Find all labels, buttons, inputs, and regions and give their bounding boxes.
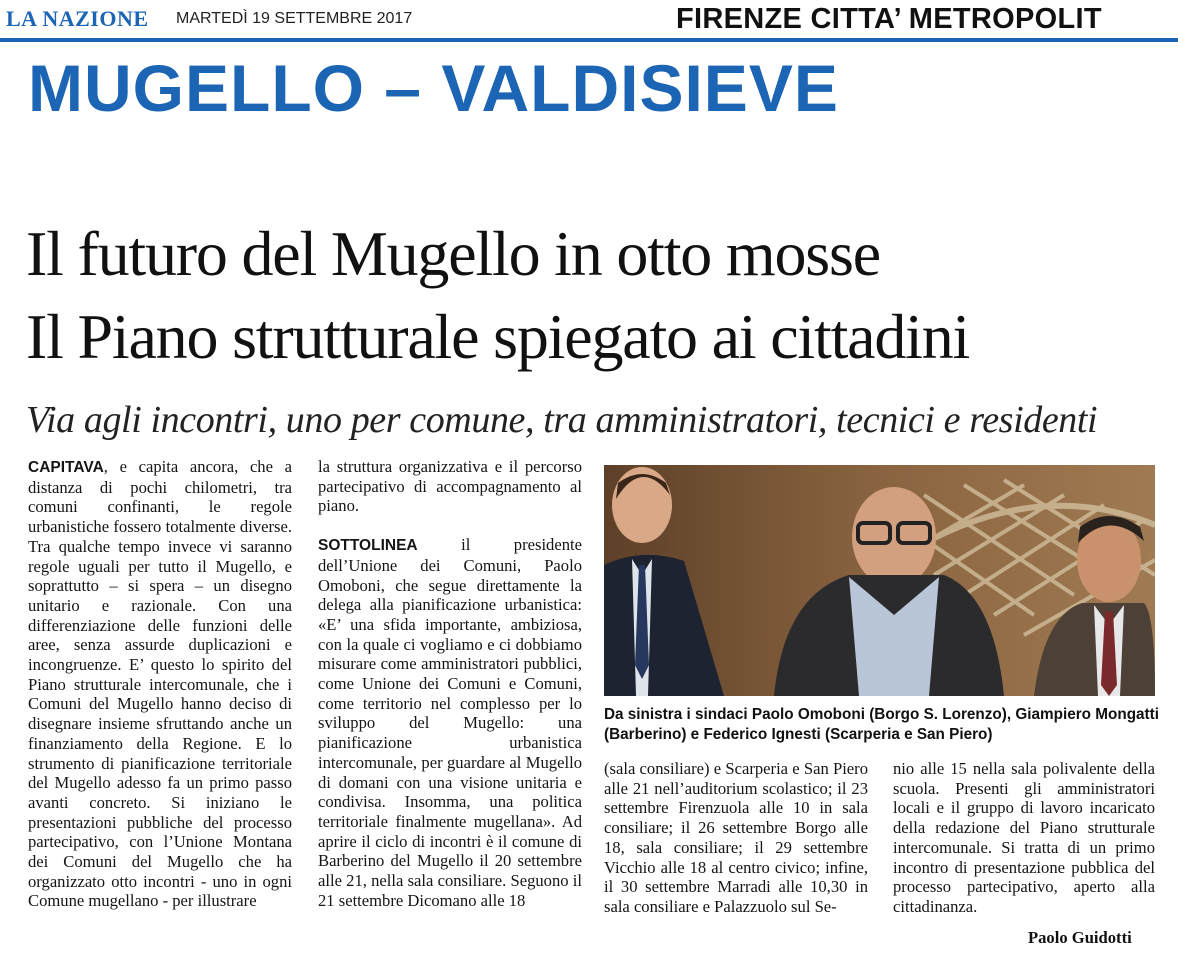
photo-illustration — [604, 465, 1155, 696]
masthead-logo: LA NAZIONE — [6, 6, 149, 31]
column-2-intro: la struttura organizzativa e il percorso partecipativo di accompagnamento al piano. — [318, 457, 582, 516]
column-1-text: , e capita ancora, che a distanza di pochi chilometri, tra comuni confinanti, le regole urbanistiche fossero totalmente diverse. Tra qualche tempo invece vi saranno regole uguali per tutto il Mugello, e soprattutto – si spera – un disegno unitario e razionale. Con una differenziazione delle funzioni delle aree, senza assurde duplicazioni e incongruenze. E’ questo lo spirito del Piano strutturale intercomunale, che i Comuni del Mugello hanno deciso di disegnare insieme sfruttando anche un finanziamento della Regione. E lo strumento di pianificazione territoriale del Mugello adesso fa un primo passo avanti concreto. Si iniziano le presentazioni pubbliche del processo partecipativo, con l’Unione Montana dei Comuni del Mugello che ha organizzato otto incontri - uno in ogni Comune mugellano - per illustrare — [28, 457, 292, 911]
header-rule — [0, 38, 1178, 42]
headline-line-2: Il Piano strutturale spiegato ai cittadini — [26, 301, 970, 372]
article-column-1 — [28, 457, 292, 911]
column-2-text: il presidente dell’Unione dei Comuni, Paolo Omoboni, che segue direttamente la delega alla pianificazione urbanistica: «E’ una sfida importante, ambiziosa, con la quale ci vogliamo e ci dobbiamo misurare come amministratori pubblici, come Unione dei Comuni e Comuni, come territorio nel complesso per lo sviluppo del Mugello: una pianificazione urbanistica intercomunale, per guardare al Mugello di domani con una visione unitaria e condivisa. Insomma, una politica territoriale finalmente mugellana». Ad aprire il ciclo di incontri è il comune di Barberino del Mugello il 20 settembre alle 21, nella sala consiliare. Seguono il 21 settembre Dicomano alle 18 — [318, 535, 582, 910]
article-column-3 — [604, 759, 868, 917]
publication-date: MARTEDÌ 19 SETTEMBRE 2017 — [176, 10, 413, 27]
column-1-paragraph — [28, 457, 292, 911]
photo-caption: Da sinistra i sindaci Paolo Omoboni (Borgo S. Lorenzo), Giampiero Mongatti (Barberino) e Federico Ignesti (Scarperia e San Piero) — [604, 706, 1159, 743]
subheadline: Via agli incontri, uno per comune, tra amministratori, tecnici e residenti — [26, 399, 1098, 441]
region-title: MUGELLO – VALDISIEVE — [28, 51, 839, 125]
author-byline: Paolo Guidotti — [1028, 928, 1132, 947]
article-column-4 — [893, 759, 1155, 917]
column-3-text: (sala consiliare) e Scarperia e San Piero alle 21 nell’auditorium scolastico; il 23 settembre Firenzuola alle 10 in sala consiliare; il 26 settembre Borgo alle 18, sala consiliare; il 29 settembre Vicchio alle 18 al centro civico; infine, il 30 settembre Marradi alle 10,30 in sala consiliare e Palazzuolo sul Se- — [604, 759, 868, 916]
section-title: FIRENZE CITTA’ METROPOLIT — [676, 3, 1102, 35]
headline-line-1: Il futuro del Mugello in otto mosse — [26, 218, 880, 289]
lead-word: CAPITAVA — [28, 459, 104, 476]
column-4-text: nio alle 15 nella sala polivalente della scuola. Presenti gli amministratori locali e il gruppo di lavoro incaricato della redazione del Piano strutturale intercomunale. Si tratta di un primo incontro di presentazione pubblica del processo partecipativo, aperto alla cittadinanza. — [893, 759, 1155, 916]
column-2-paragraph — [318, 535, 582, 910]
article-column-2 — [318, 457, 582, 910]
lead-word: SOTTOLINEA — [318, 537, 418, 555]
article-photo — [604, 465, 1155, 696]
